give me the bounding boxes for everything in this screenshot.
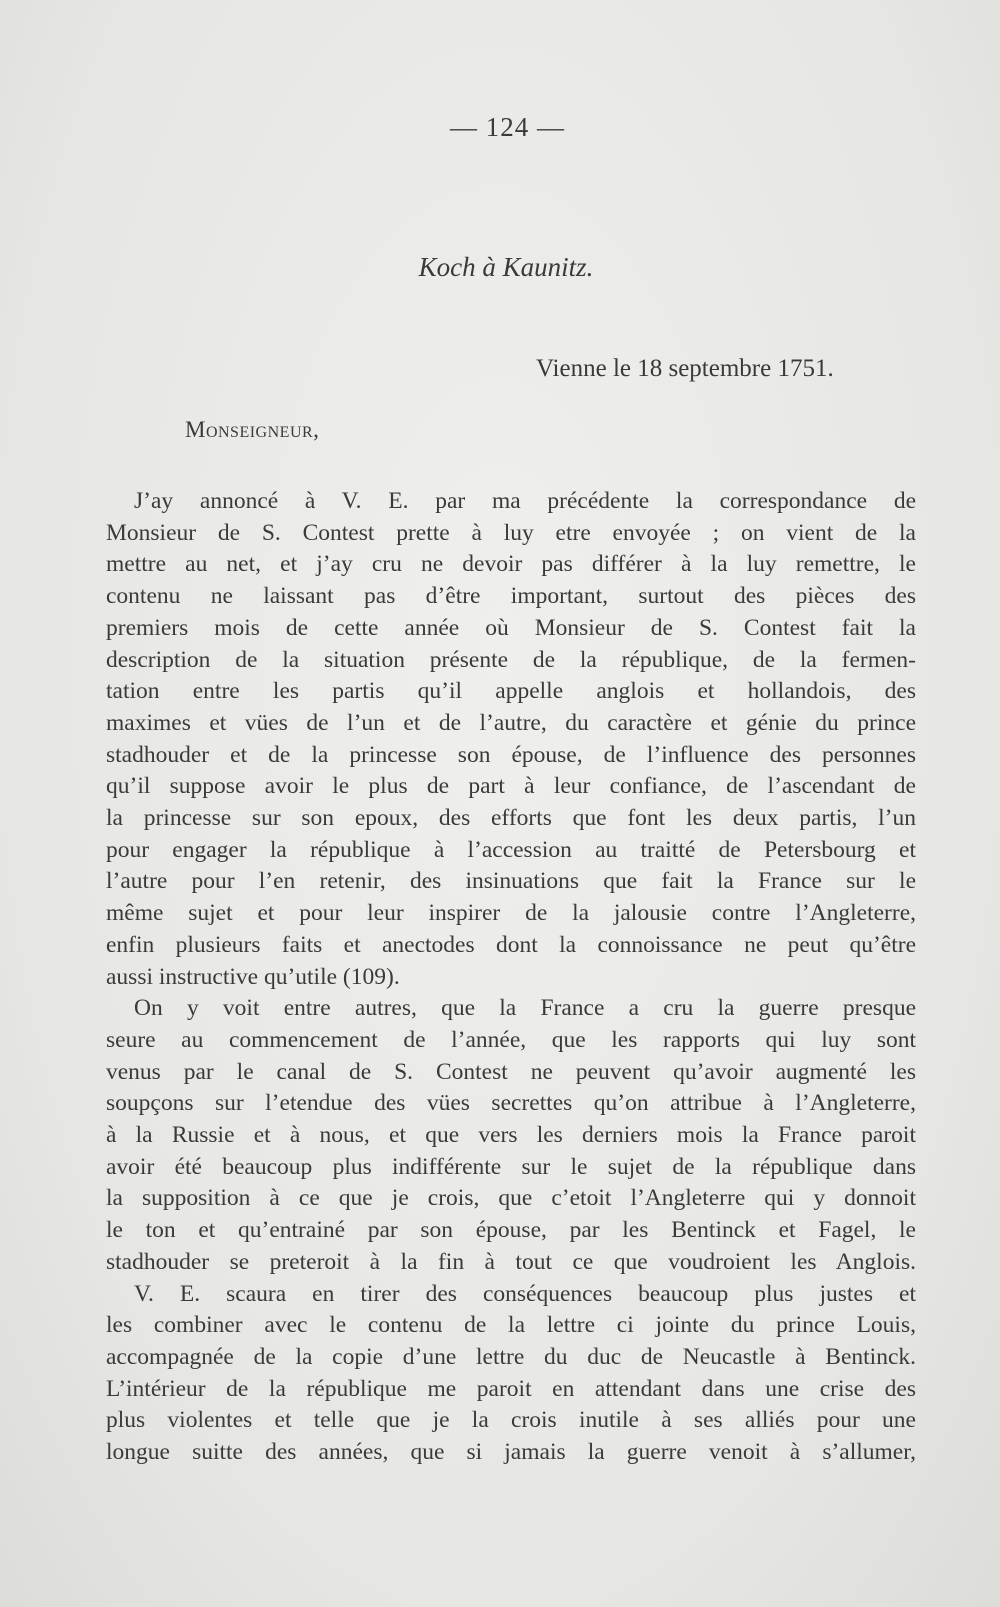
text-line: contenu ne laissant pas d’être important, surtout des pièces des [106,583,916,610]
text-line: à la Russie et à nous, et que vers les derniers mois la France paroit [106,1122,916,1149]
text-line: les combiner avec le contenu de la lettre ci jointe du prince Louis, [106,1312,916,1339]
paragraph [106,486,916,993]
text-line: pour engager la république à l’accession au traitté de Petersbourg et [106,836,916,863]
paragraph [106,993,916,1278]
paragraph [106,1279,916,1469]
text-line: venus par le canal de S. Contest ne peuvent qu’avoir augmenté les [106,1058,916,1085]
text-line: la princesse sur son epoux, des efforts que font les deux partis, l’un [106,805,916,832]
text-line: mettre au net, et j’ay cru ne devoir pas différer à la luy remettre, le [106,551,916,578]
text-line: maximes et vües de l’un et de l’autre, du caractère et génie du prince [106,709,916,736]
text-line: On y voit entre autres, que la France a cru la guerre presque [134,995,916,1022]
letter-body [106,486,916,1469]
text-line: seure au commencement de l’année, que les rapports qui luy sont [106,1026,916,1053]
text-line: même sujet et pour leur inspirer de la jalousie contre l’Angleterre, [106,900,916,927]
text-line: la supposition à ce que je crois, que c’etoit l’Angleterre qui y donnoit [106,1185,916,1212]
text-line: soupçons sur l’etendue des vües secrettes qu’on attribue à l’Angleterre, [106,1090,916,1117]
text-line: J’ay annoncé à V. E. par ma précédente la correspondance de [134,488,916,514]
dateline: Vienne le 18 septembre 1751. [536,355,834,382]
page-number: — 124 — [450,112,565,142]
text-line: l’autre pour l’en retenir, des insinuations que fait la France sur le [106,868,916,895]
text-line: accompagnée de la copie d’une lettre du duc de Neucastle à Bentinck. [106,1343,916,1370]
text-line: premiers mois de cette année où Monsieur de S. Contest fait la [106,614,916,641]
letter-title: Koch à Kaunitz. [418,252,594,282]
text-line: description de la situation présente de la république, de la fermen- [106,646,916,673]
text-line: enfin plusieurs faits et anectodes dont la connoissance ne peut qu’être [106,931,916,958]
salutation: Monseigneur, [185,417,320,442]
text-line: qu’il suppose avoir le plus de part à leur confiance, de l’ascendant de [106,773,916,800]
text-line: plus violentes et telle que je la crois inutile à ses alliés pour une [106,1407,916,1434]
text-line: tation entre les partis qu’il appelle anglois et hollandois, des [106,678,916,705]
text-line: Monsieur de S. Contest prette à luy etre envoyée ; on vient de la [106,519,916,546]
text-line: L’intérieur de la république me paroit en attendant dans une crise des [106,1375,916,1402]
text-line: aussi instructive qu’utile (109). [106,963,400,990]
text-line: stadhouder se preteroit à la fin à tout ce que voudroient les Anglois. [106,1248,916,1275]
text-line: le ton et qu’entrainé par son épouse, par les Bentinck et Fagel, le [106,1217,916,1244]
text-line: V. E. scaura en tirer des conséquences beaucoup plus justes et [134,1280,916,1307]
text-line: avoir été beaucoup plus indifférente sur le sujet de la république dans [106,1153,916,1180]
text-line: stadhouder et de la princesse son épouse, de l’influence des personnes [106,741,916,768]
text-line: longue suitte des années, que si jamais la guerre venoit à s’allumer, [106,1439,916,1466]
